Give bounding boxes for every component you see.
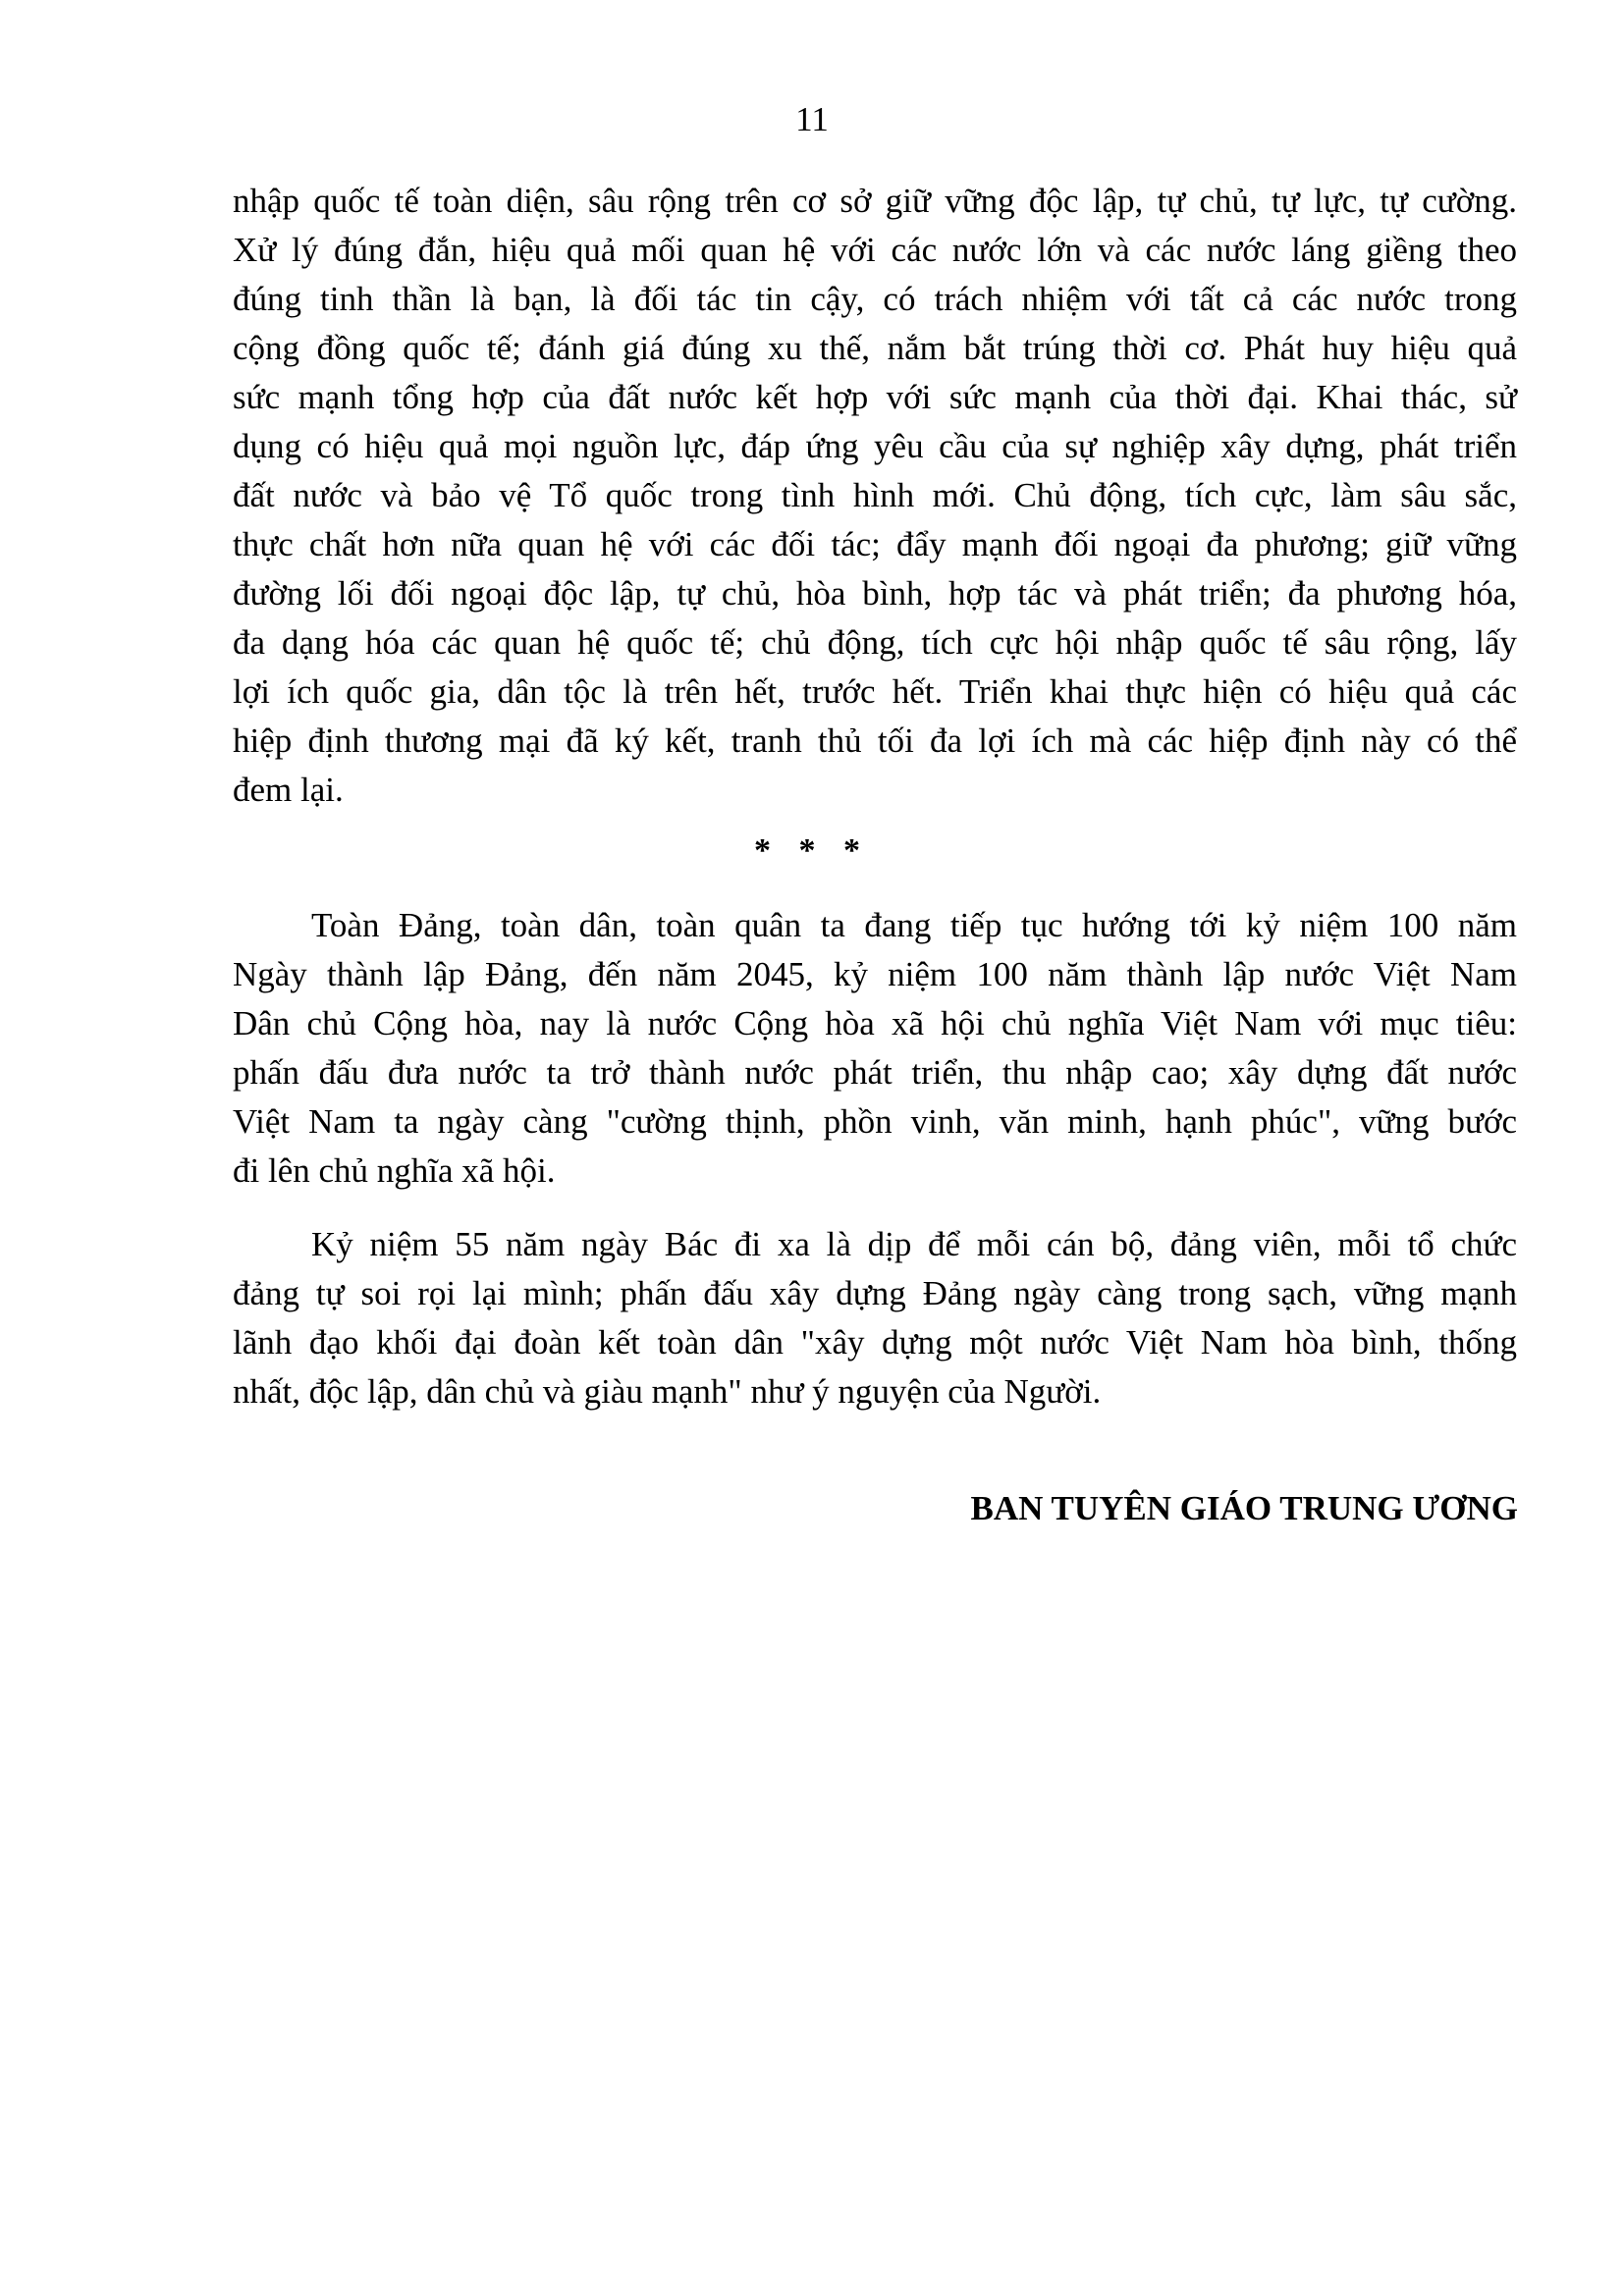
text-line: cộng đồng quốc tế; đánh giá đúng xu thế, nắm bắt trúng thời cơ. Phát huy hiệu quả bbox=[233, 329, 1517, 367]
text-line: thực chất hơn nữa quan hệ với các đối tác; đẩy mạnh đối ngoại đa phương; giữ vững bbox=[233, 525, 1517, 563]
text-line: Toàn Đảng, toàn dân, toàn quân ta đang tiếp tục hướng tới kỷ niệm 100 năm bbox=[311, 906, 1517, 944]
text-line: sức mạnh tổng hợp của đất nước kết hợp với sức mạnh của thời đại. Khai thác, sử bbox=[233, 378, 1517, 416]
text-line: Xử lý đúng đắn, hiệu quả mối quan hệ với các nước lớn và các nước láng giềng theo bbox=[233, 231, 1517, 269]
text-line: nhập quốc tế toàn diện, sâu rộng trên cơ sở giữ vững độc lập, tự chủ, tự lực, tự cường. bbox=[233, 182, 1517, 220]
text-line: lãnh đạo khối đại đoàn kết toàn dân "xây dựng một nước Việt Nam hòa bình, thống bbox=[233, 1323, 1517, 1362]
text-line: Việt Nam ta ngày càng "cường thịnh, phồn vinh, văn minh, hạnh phúc", vững bước bbox=[233, 1102, 1517, 1141]
text-line: lợi ích quốc gia, dân tộc là trên hết, trước hết. Triển khai thực hiện có hiệu quả các bbox=[233, 672, 1517, 711]
text-line: Ngày thành lập Đảng, đến năm 2045, kỷ niệm 100 năm thành lập nước Việt Nam bbox=[233, 955, 1517, 993]
paragraph-foreign-policy bbox=[233, 177, 1517, 815]
paragraph-goals bbox=[233, 901, 1517, 1196]
text-line: nhất, độc lập, dân chủ và giàu mạnh" như ý nguyện của Người. bbox=[233, 1372, 1102, 1411]
text-line: đất nước và bảo vệ Tổ quốc trong tình hình mới. Chủ động, tích cực, làm sâu sắc, bbox=[233, 476, 1517, 514]
text-line: đem lại. bbox=[233, 771, 344, 809]
text-line: dụng có hiệu quả mọi nguồn lực, đáp ứng yêu cầu của sự nghiệp xây dựng, phát triển bbox=[233, 427, 1517, 465]
text-line: hiệp định thương mại đã ký kết, tranh thủ tối đa lợi ích mà các hiệp định này có thể bbox=[233, 721, 1517, 760]
text-line: đảng tự soi rọi lại mình; phấn đấu xây dựng Đảng ngày càng trong sạch, vững mạnh bbox=[233, 1274, 1517, 1312]
text-line: đi lên chủ nghĩa xã hội. bbox=[233, 1151, 556, 1190]
paragraph-commemoration bbox=[233, 1220, 1517, 1416]
text-line: Dân chủ Cộng hòa, nay là nước Cộng hòa xã hội chủ nghĩa Việt Nam với mục tiêu: bbox=[233, 1004, 1517, 1042]
text-line: đường lối đối ngoại độc lập, tự chủ, hòa bình, hợp tác và phát triển; đa phương hóa, bbox=[233, 574, 1517, 613]
page-number: 11 bbox=[795, 100, 829, 138]
section-separator: * * * bbox=[754, 832, 870, 869]
signature-organization: BAN TUYÊN GIÁO TRUNG ƯƠNG bbox=[970, 1489, 1518, 1527]
text-line: đúng tinh thần là bạn, là đối tác tin cậy, có trách nhiệm với tất cả các nước trong bbox=[233, 280, 1517, 318]
text-line: đa dạng hóa các quan hệ quốc tế; chủ động, tích cực hội nhập quốc tế sâu rộng, lấy bbox=[233, 623, 1517, 662]
text-line: Kỷ niệm 55 năm ngày Bác đi xa là dịp để mỗi cán bộ, đảng viên, mỗi tổ chức bbox=[311, 1225, 1517, 1263]
text-line: phấn đấu đưa nước ta trở thành nước phát triển, thu nhập cao; xây dựng đất nước bbox=[233, 1053, 1517, 1092]
